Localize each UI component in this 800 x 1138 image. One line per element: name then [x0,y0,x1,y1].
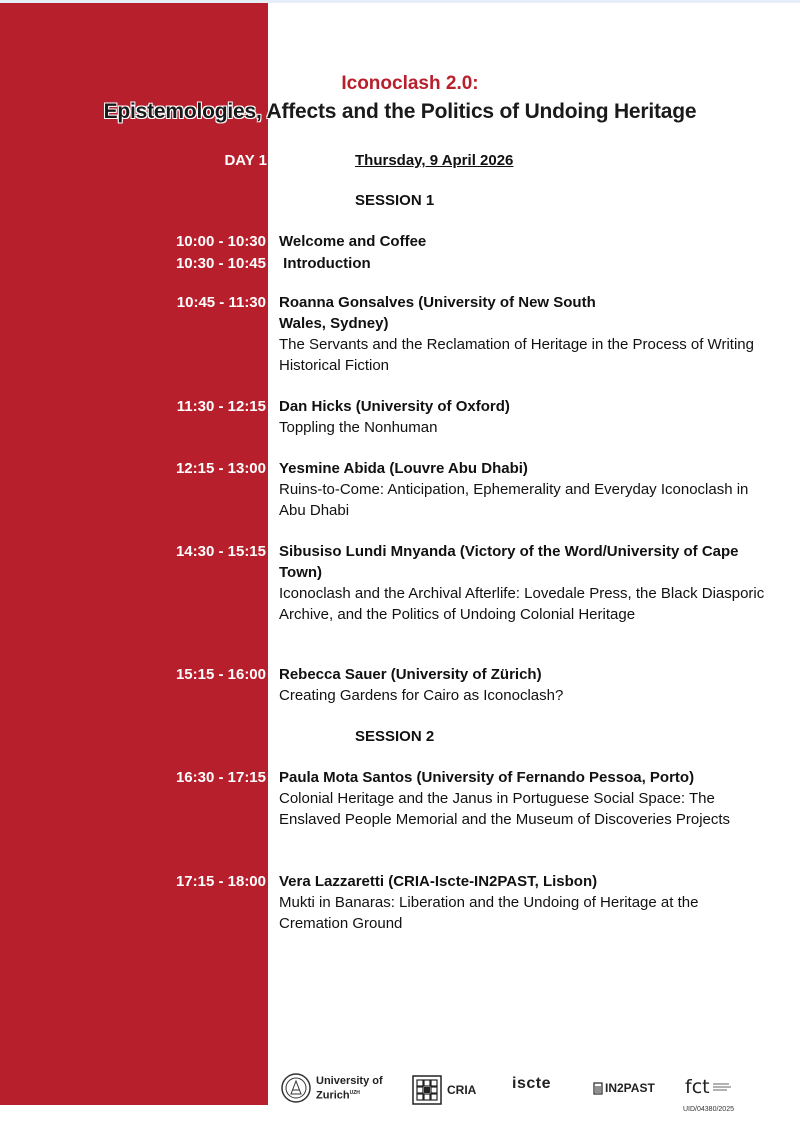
speaker-name: Paula Mota Santos (University of Fernando Pessoa, Porto) [279,769,695,786]
iscte-name: iscte [512,1075,551,1092]
speaker-name: Yesmine Abida (Louvre Abu Dhabi) [279,460,528,477]
uzh-seal-icon [280,1072,312,1104]
uid-code: UID/04380/2025 [683,1106,734,1113]
iscte-logo [512,1075,551,1093]
talk-title: Mukti in Banaras: Liberation and the Undoing of Heritage at the Cremation Ground [279,894,699,932]
time-slot: 12:15 - 13:00 [175,460,266,477]
schedule-entry [279,396,779,438]
uzh-name-line1: University of [316,1074,383,1087]
event-title: Iconoclash 2.0: [341,73,479,94]
speaker-name: Roanna Gonsalves (University of New South Wales, Sydney) [279,294,596,332]
event-subtitle: Epistemologies, Affects and the Politics of Undoing Heritage [103,100,697,123]
schedule-entry [279,871,759,934]
time-slot: 10:00 - 10:30 [175,233,266,250]
schedule-entry [279,664,779,706]
schedule-entry [279,292,599,334]
schedule-entry [279,231,779,252]
talk-title: Ruins-to-Come: Anticipation, Ephemerality and Everyday Iconoclash in Abu Dhabi [279,481,749,519]
cria-logo [412,1075,476,1105]
entry-title: Welcome and Coffee [279,233,427,250]
talk-title: Toppling the Nonhuman [279,419,438,436]
schedule-entry-talk [279,334,779,376]
talk-title: Creating Gardens for Cairo as Iconoclash? [279,687,564,704]
talk-title: Iconoclash and the Archival Afterlife: Lovedale Press, the Black Diasporic Archive, and the Politics of Undoing Colonial Heritage [279,585,765,623]
day-date: Thursday, 9 April 2026 [355,152,514,169]
speaker-name: Dan Hicks (University of Oxford) [279,398,510,415]
schedule-entry [279,253,779,274]
fct-subtitle-lines-icon [713,1081,733,1093]
cria-pattern-icon [412,1075,442,1105]
talk-title: The Servants and the Reclamation of Heritage in the Process of Writing Historical Fiction [279,336,754,374]
time-slot: 15:15 - 16:00 [175,666,266,683]
schedule-entry [279,458,749,521]
time-slot: 16:30 - 17:15 [175,769,266,786]
fct-name: fct [685,1076,710,1098]
time-slot: 10:30 - 10:45 [175,255,266,272]
uzh-name-line2: Zurich [316,1089,350,1102]
speaker-name: Rebecca Sauer (University of Zürich) [279,666,542,683]
entry-title: Introduction [279,255,371,272]
time-slot: 10:45 - 11:30 [176,294,266,311]
fct-logo [685,1076,733,1098]
cria-name: CRIA [447,1083,477,1097]
time-slot: 14:30 - 15:15 [175,543,266,560]
time-slot: 17:15 - 18:00 [175,873,266,890]
schedule-entry [279,541,784,625]
session-1-heading: SESSION 1 [355,192,435,209]
speaker-name: Sibusiso Lundi Mnyanda (Victory of the Word/University of Cape Town) [279,543,739,581]
in2past-logo [593,1081,655,1095]
talk-title: Colonial Heritage and the Janus in Portuguese Social Space: The Enslaved People Memorial and the Museum of Discoveries Projects [279,790,731,828]
uzh-sup: UZH [349,1089,360,1096]
schedule-entry [279,767,779,830]
uzh-logo [280,1072,383,1104]
speaker-name: Vera Lazzaretti (CRIA-Iscte-IN2PAST, Lisbon) [279,873,598,890]
day-label: DAY 1 [224,152,267,169]
in2past-name: IN2PAST [605,1081,655,1095]
in2past-building-icon [593,1081,603,1095]
session-2-heading: SESSION 2 [355,728,435,745]
time-slot: 11:30 - 12:15 [176,398,266,415]
